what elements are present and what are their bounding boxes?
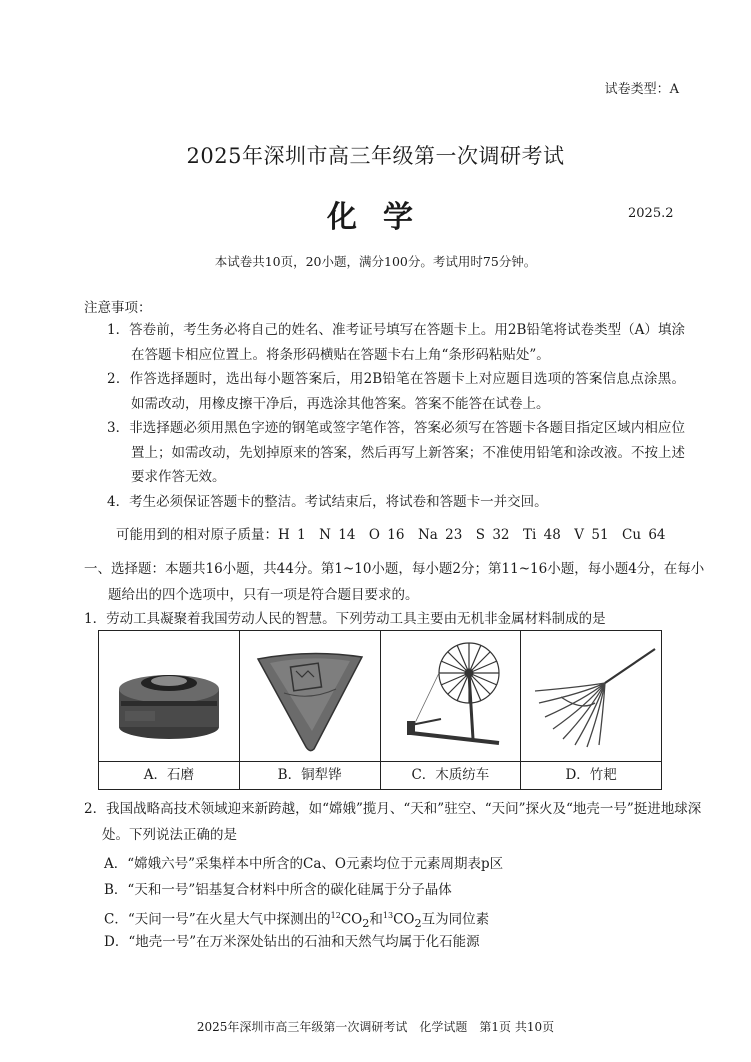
formula-subscript: 2 — [414, 917, 422, 931]
option-c-text-post: 互为同位素 — [421, 911, 490, 928]
section-heading: 一、选择题：本题共16小题，共44分。第1~10小题，每小题2分；第11~16小题，每小题4分，在每小题给出的四个选项中，只有一项是符合题目要求的。 — [84, 561, 705, 603]
question-1-image-table — [98, 630, 662, 790]
option-d-cell — [521, 631, 661, 789]
formula-co: CO — [393, 911, 415, 928]
exam-info: 本试卷共10页，20小题，满分100分。考试用时75分钟。 — [214, 254, 537, 269]
question-1-stem: 1．劳动工具凝聚着我国劳动人民的智慧。下列劳动工具主要由无机非金属材料制成的是 — [84, 611, 606, 627]
notice-item: 4．考生必须保证答题卡的整洁。考试结束后，将试卷和答题卡一并交回。 — [107, 493, 548, 510]
question-2-option-b: B．“天和一号”铝基复合材料中所含的碳化硅属于分子晶体 — [104, 882, 452, 898]
formula-co: CO — [340, 911, 363, 928]
notice-list — [107, 318, 685, 514]
page-footer: 2025年深圳市高三年级第一次调研考试 化学试题 第1页 共10页 — [196, 1020, 555, 1034]
notice-heading: 注意事项： — [84, 300, 152, 316]
option-c-cell — [381, 631, 522, 789]
exam-title: 2025年深圳市高三年级第一次调研考试 — [186, 144, 565, 168]
atomic-masses: 可能用到的相对原子质量：H 1 N 14 O 16 Na 23 S 32 Ti 48 V 51 Cu 64 — [116, 527, 666, 543]
option-b-label: B．铜犁铧 — [240, 761, 380, 789]
option-c-text-pre: C．“天问一号”在火星大气中探测出的 — [104, 911, 331, 928]
option-b-cell — [240, 631, 381, 789]
notice-item: 3．非选择题必须用黑色字迹的钢笔或签字笔作答，答案必须写在答题卡各题目指定区域内相应位置上；如需改动，先划掉原来的答案，然后再写上新答案；不准使用铅笔和涂改液。不按上述要求作答无效。 — [107, 420, 685, 485]
question-2-option-d: D．“地壳一号”在万米深处钻出的石油和天然气均属于化石能源 — [104, 934, 480, 950]
isotope-mass-13: 13 — [382, 911, 394, 920]
question-2-stem: 2．我国战略高技术领域迎来新跨越，如“嫦娥”揽月、“天和”驻空、“天问”探火及“地壳一号”挺进地球深处。下列说法正确的是 — [84, 801, 702, 843]
notice-item: 1．答卷前，考生务必将自己的姓名、准考证号填写在答题卡上。用2B铅笔将试卷类型（A）填涂在答题卡相应位置上。将条形码横贴在答题卡右上角“条形码粘贴处”。 — [107, 322, 685, 363]
isotope-mass-12: 12 — [330, 911, 341, 920]
question-2-option-a: A．“嫦娥六号”采集样本中所含的Ca、O元素均位于元素周期表p区 — [104, 856, 504, 872]
spinning-wheel-image — [381, 631, 521, 761]
question-2-option-c — [104, 906, 489, 934]
option-d-label: D．竹耙 — [521, 761, 661, 789]
bamboo-rake-image — [521, 631, 661, 761]
stone-mill-image — [99, 631, 239, 761]
notice-item: 2．作答选择题时，选出每小题答案后，用2B铅笔在答题卡上对应题目选项的答案信息点涂黑。如需改动，用橡皮擦干净后，再选涂其他答案。答案不能答在试卷上。 — [107, 371, 685, 412]
subject-title: 化学 — [327, 200, 439, 235]
paper-type: 试卷类型：A — [604, 82, 679, 97]
copper-plowshare-image — [240, 631, 380, 761]
formula-subscript: 2 — [362, 917, 370, 931]
option-c-label: C．木质纺车 — [381, 761, 521, 789]
option-a-cell — [99, 631, 240, 789]
exam-date: 2025.2 — [628, 206, 674, 221]
option-a-label: A．石磨 — [99, 761, 239, 789]
option-c-conjunction: 和 — [369, 911, 383, 928]
